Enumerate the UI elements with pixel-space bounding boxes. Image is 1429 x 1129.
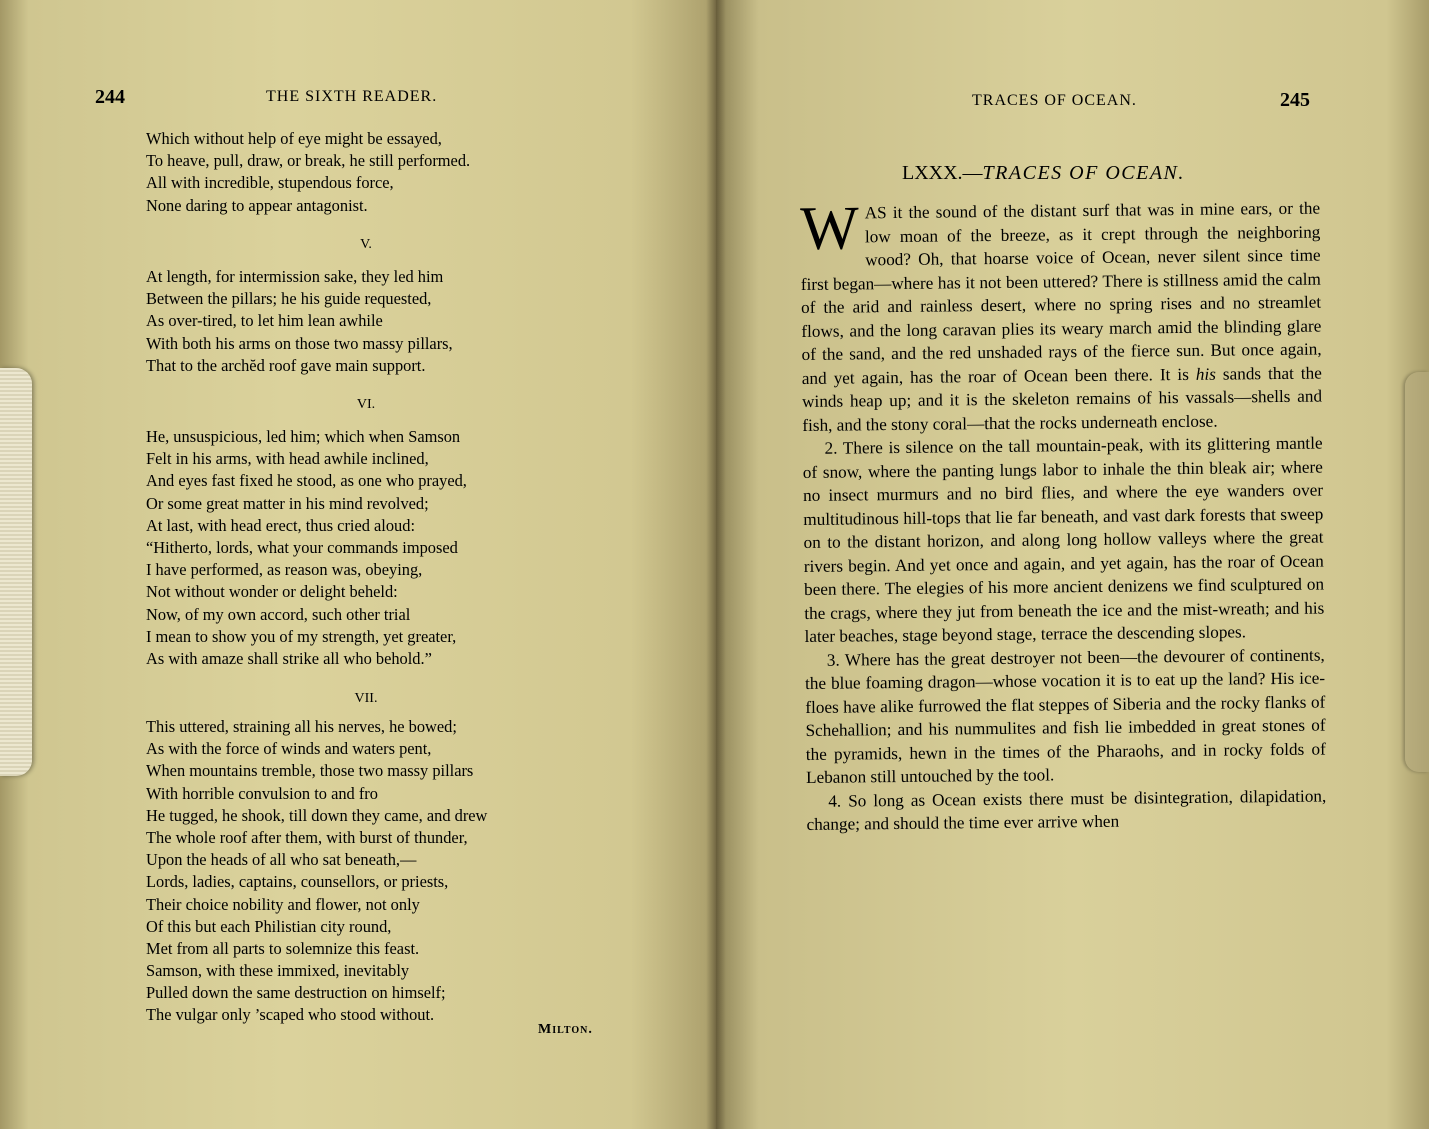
poem-line: I mean to show you of my strength, yet greater, — [146, 626, 457, 646]
poem-line: The whole roof after them, with burst of thunder, — [146, 827, 468, 847]
poem-line: As with the force of winds and waters pent, — [146, 739, 432, 759]
poem-line: To heave, pull, draw, or break, he still performed. — [146, 151, 471, 171]
poem-stanza — [146, 234, 616, 377]
paragraph — [805, 643, 1326, 789]
poem-line: Between the pillars; he his guide requested, — [146, 289, 432, 309]
poem-line: At last, with head erect, thus cried aloud: — [146, 515, 415, 535]
chapter-name: TRACES OF OCEAN. — [982, 162, 1185, 184]
book-gutter — [706, 0, 726, 1129]
right-page-number: 245 — [1280, 89, 1310, 111]
poem-line: This uttered, straining all his nerves, he bowed; — [146, 717, 457, 736]
poem-line: When mountains tremble, those two massy pillars — [146, 761, 474, 781]
poem-line: “Hitherto, lords, what your commands imposed — [146, 537, 458, 557]
paragraph — [806, 784, 1326, 836]
poem-line: As with amaze shall strike all who behold.” — [146, 648, 432, 668]
poem-line: Felt in his arms, with head awhile inclined, — [146, 449, 429, 469]
poem-stanza — [146, 688, 616, 1027]
paragraph — [802, 432, 1324, 649]
poem-line: I have performed, as reason was, obeying, — [146, 560, 423, 580]
poem-line: The vulgar only ’scaped who stood without. — [146, 1005, 435, 1025]
chapter-title — [902, 162, 1185, 185]
poem-line: Their choice nobility and flower, not only — [146, 894, 420, 914]
poem-author: Milton. — [538, 1022, 593, 1037]
poem-line: Met from all parts to solemnize this feast. — [146, 938, 420, 958]
poem-line: Or some great matter in his mind revolved; — [146, 493, 429, 513]
left-page-number: 244 — [95, 86, 125, 108]
poem-line: That to the archĕd roof gave main support. — [146, 355, 426, 375]
text-segment: 3. Where has the great destroyer not been—the devourer of continents, the blue foaming dragon—whose vocation it is to eat up the land? His ice-floes have alike furrowed the flat steppes of Siberia and the rocky flanks of Schehallion; and his nummulites and fish lie imbedded in great stones of the pyramids, hewn in the times of the Pharaohs, and in rocky folds of Lebanon still untouched by the tool. — [804, 645, 1326, 787]
poem-line: None daring to appear antagonist. — [146, 195, 368, 215]
poem-line: And eyes fast fixed he stood, as one who prayed, — [146, 471, 467, 491]
stanza-numeral: VI. — [356, 397, 376, 412]
text-segment: 2. There is silence on the tall mountain-peak, with its glittering mantle of snow, where the panting lungs labor to inhale the thin bleak air; where no insect murmurs and no bird flies, and where the eye wanders over multitudinous hill-tops that lie far beneath, and vast dark forests that sweep on to the distant horizon, and along long hollow valleys where the great rivers begin. And yet once and again, and yet again, has the roar of Ocean been there. The elegies of his more ancient denizens we find sculptured on the crags, where they jut from beneath the ice and the mist-wreath; and his later beaches, stage beyond stage, terrace the descending slopes. — [802, 433, 1325, 646]
chapter-text — [799, 194, 1327, 837]
poem-line: Samson, with these immixed, inevitably — [146, 961, 410, 981]
page-edge-tab-right — [1405, 372, 1429, 772]
page-edge-tab-left — [0, 368, 32, 776]
poem-line: He tugged, he shook, till down they came, and drew — [146, 805, 488, 825]
text-segment: sands that the winds heap up; and it is the skeleton remains of his vassals—shells and fish, and the stony coral—that the rocks underneath enclose. — [801, 363, 1323, 435]
text-segment-italic: his — [1195, 364, 1216, 384]
poem-line: Not without wonder or delight beheld: — [146, 582, 398, 602]
drop-cap: W — [799, 194, 860, 263]
poem-line: All with incredible, stupendous force, — [146, 173, 394, 193]
poem-line: Upon the heads of all who sat beneath,— — [146, 850, 417, 870]
poem-line: Which without help of eye might be essayed, — [146, 129, 442, 148]
poem-line: With horrible convulsion to and fro — [146, 783, 378, 803]
poem-line: He, unsuspicious, led him; which when Samson — [146, 427, 461, 446]
text-segment: 4. So long as Ocean exists there must be disintegration, dilapidation, change; and should the time ever arrive when — [806, 786, 1327, 834]
left-running-head: THE SIXTH READER. — [266, 88, 438, 105]
poem-line: Now, of my own accord, such other trial — [146, 604, 411, 624]
poem-stanza — [146, 128, 616, 217]
stanza-numeral: V. — [360, 237, 372, 252]
poem-line: Lords, ladies, captains, counsellors, or priests, — [146, 872, 449, 892]
stanza-numeral: VII. — [354, 691, 378, 706]
chapter-number: LXXX.— — [902, 162, 983, 184]
text-segment: AS it the sound of the distant surf that was in mine ears, or the low moan of the breeze, as it crept through the neighboring wood? Oh, that hoarse voice of Ocean, never silent since time first began—where has it not been uttered? There is stillness amid the calm of the arid and rainless desert, where no spring rises and no streamlet flows, and the long caravan plies its weary march amid the blinding glare of the sand, and the red unshaded rays of the fierce sun. But once again, and yet again, has the roar of Ocean been there. It is — [800, 198, 1322, 388]
right-running-head: TRACES OF OCEAN. — [972, 92, 1137, 109]
poem-line: At length, for intermission sake, they led him — [146, 267, 444, 286]
poem-stanza — [146, 394, 616, 670]
poem-line: As over-tired, to let him lean awhile — [146, 311, 383, 331]
poem-line: Pulled down the same destruction on himself; — [146, 983, 446, 1003]
poem-line: With both his arms on those two massy pillars, — [146, 333, 453, 353]
poem-line: Of this but each Philistian city round, — [146, 916, 392, 936]
paragraph — [799, 194, 1323, 437]
